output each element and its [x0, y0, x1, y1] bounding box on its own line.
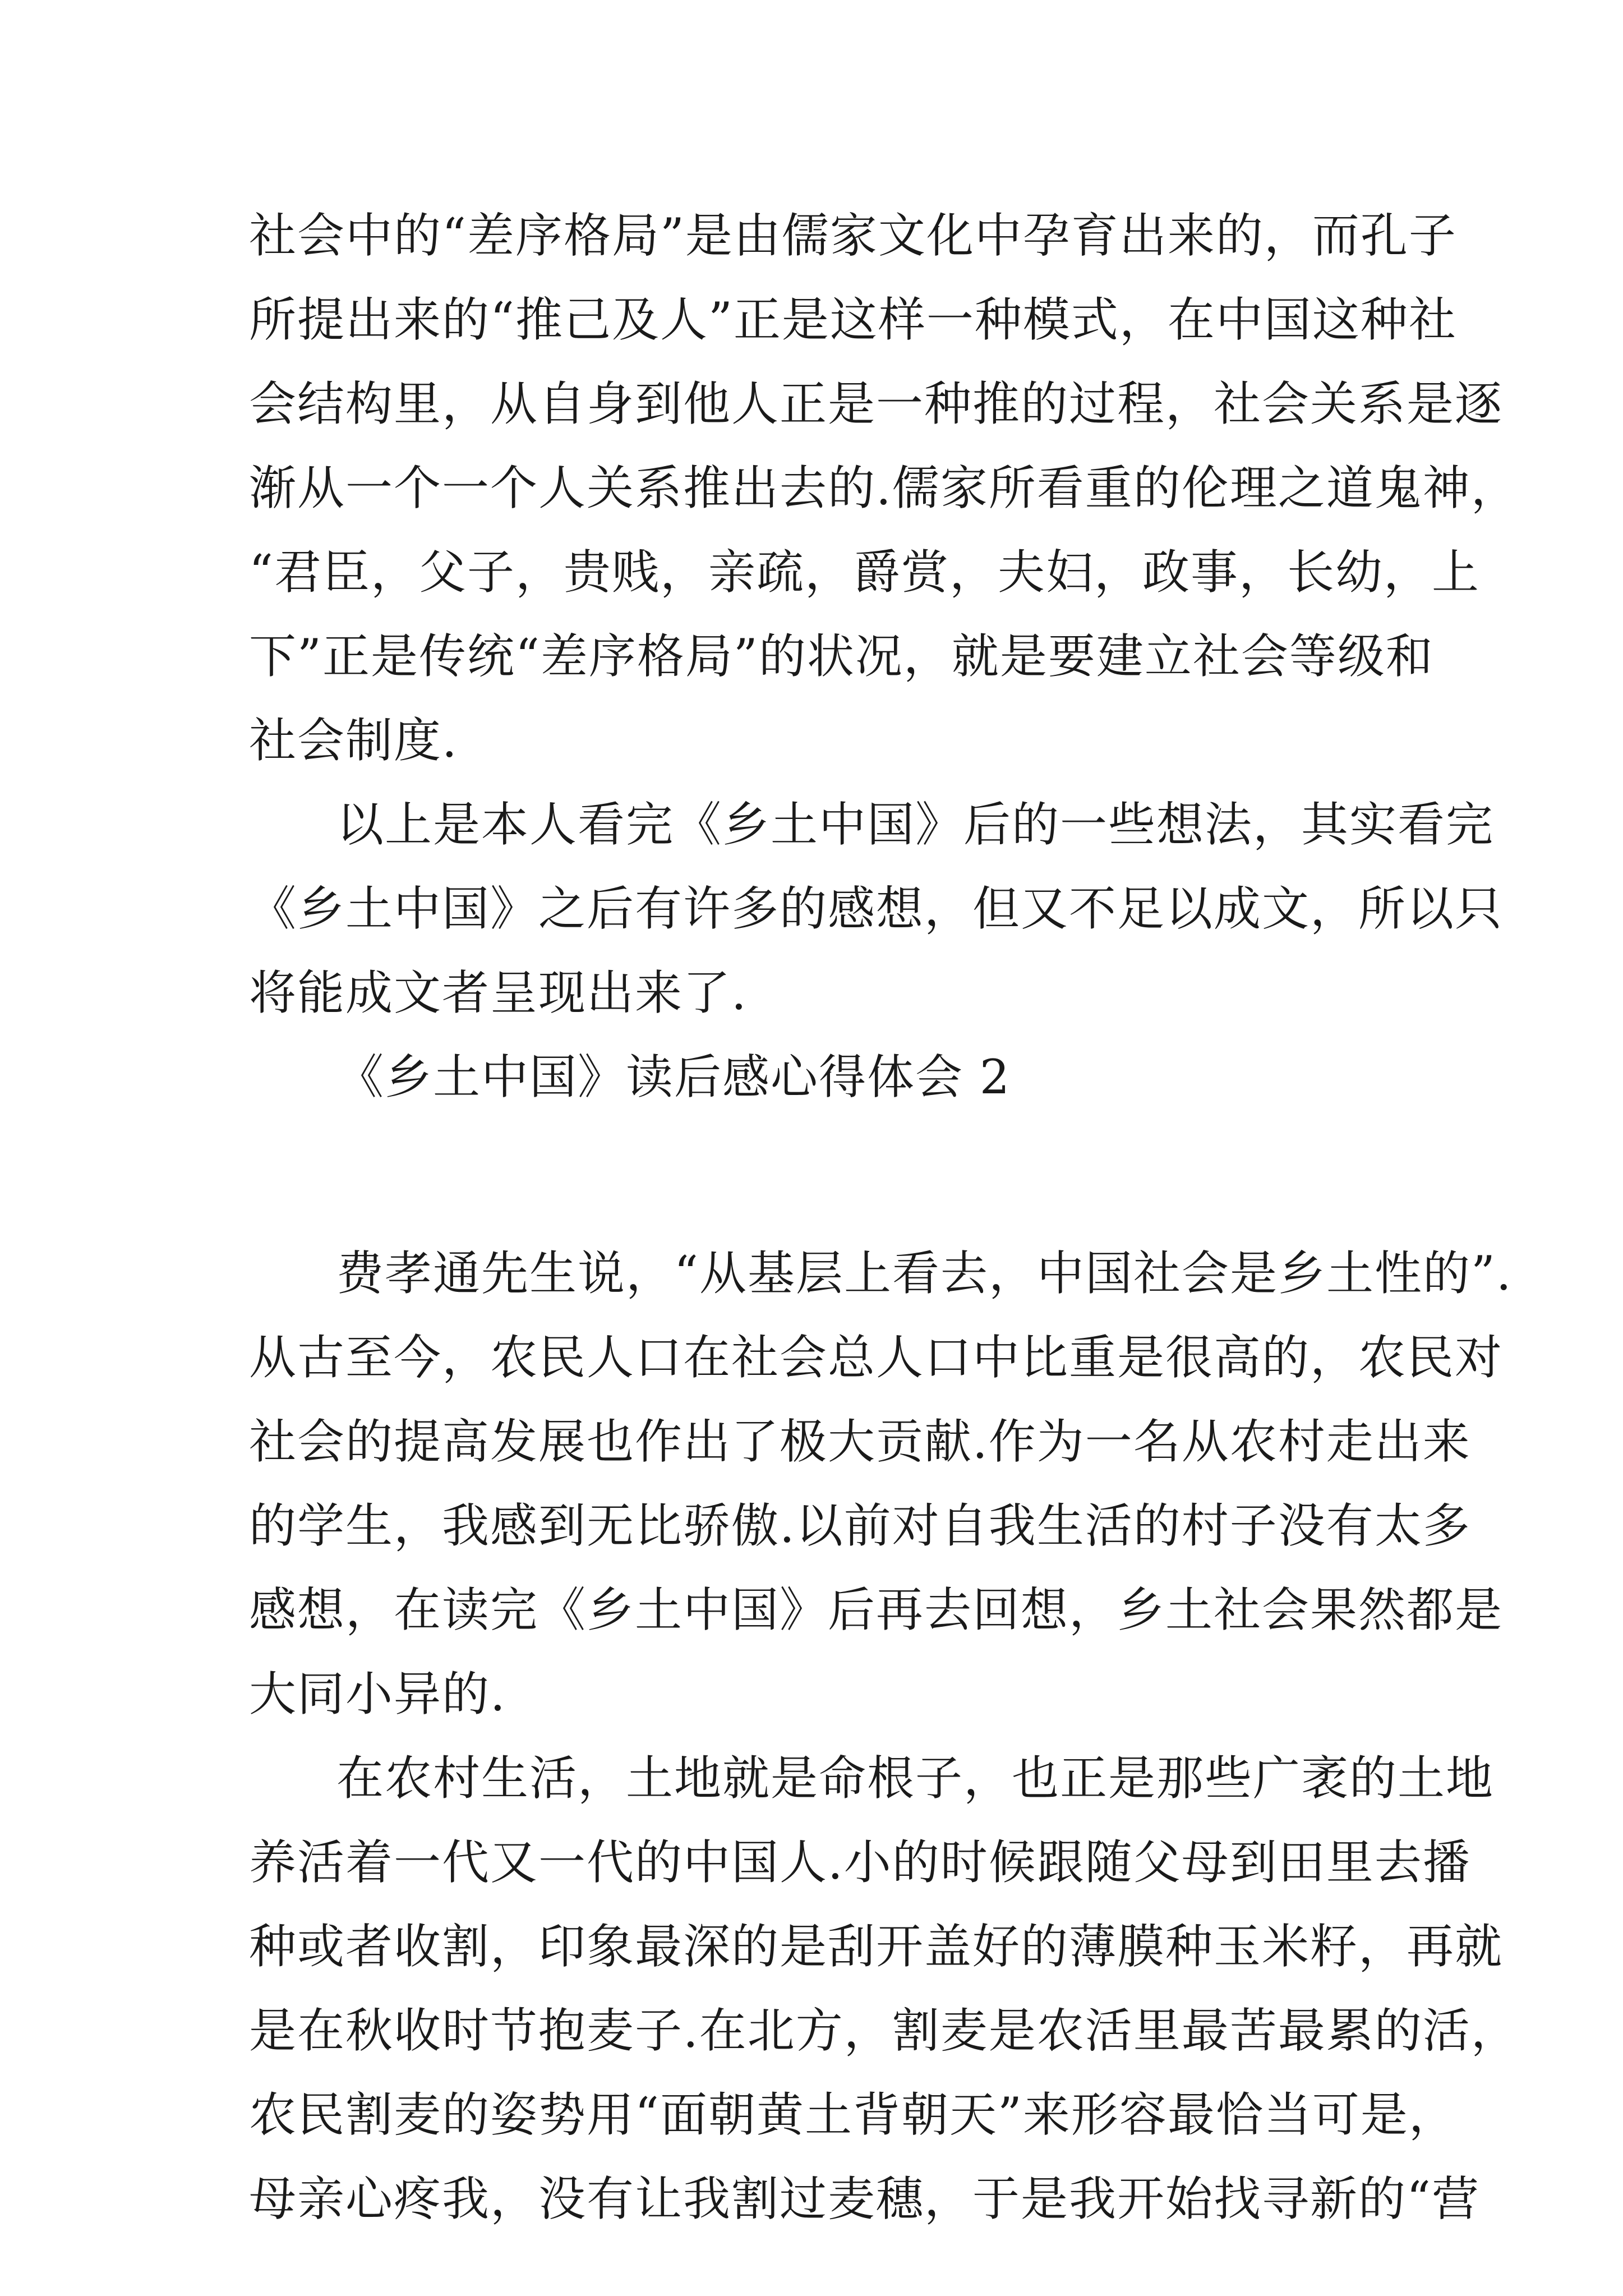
text-line: 养活着一代又一代的中国人.小的时候跟随父母到田里去播 — [249, 1835, 1471, 1890]
text-line: 渐从一个一个人关系推出去的.儒家所看重的伦理之道鬼神， — [249, 461, 1519, 516]
text-line: 种或者收割，印象最深的是刮开盖好的薄膜种玉米籽，再就 — [249, 1919, 1504, 1974]
paragraph-first-line: 以上是本人看完《乡土中国》后的一些想法，其实看完 — [336, 797, 1495, 852]
paragraph-first-line: 在农村生活，土地就是命根子，也正是那些广袤的土地 — [336, 1751, 1495, 1806]
text-line: “君臣，父子，贵贱，亲疏，爵赏，夫妇，政事，长幼，上 — [249, 545, 1480, 600]
text-line: 社会中的“差序格局”是由儒家文化中孕育出来的，而孔子 — [249, 208, 1457, 263]
text-line: 的学生，我感到无比骄傲.以前对自我生活的村子没有太多 — [249, 1498, 1471, 1553]
text-line: 会结构里，从自身到他人正是一种推的过程，社会关系是逐 — [249, 376, 1504, 431]
text-line: 感想，在读完《乡土中国》后再去回想，乡土社会果然都是 — [249, 1582, 1504, 1637]
text-line: 母亲心疼我，没有让我割过麦穗，于是我开始找寻新的“营 — [249, 2171, 1480, 2226]
text-line: 所提出来的“推己及人”正是这样一种模式，在中国这种社 — [249, 292, 1457, 347]
text-line: 下”正是传统“差序格局”的状况，就是要建立社会等级和 — [249, 629, 1434, 684]
text-line: 农民割麦的姿势用“面朝黄土背朝天”来形容最恰当可是， — [249, 2087, 1457, 2142]
text-line: 大同小异的. — [249, 1667, 506, 1722]
text-line: 《乡土中国》之后有许多的感想，但又不足以成文，所以只 — [249, 881, 1504, 936]
text-line: 将能成文者呈现出来了. — [249, 965, 748, 1020]
text-line: 社会的提高发展也作出了极大贡献.作为一名从农村走出来 — [249, 1414, 1471, 1469]
text-line: 是在秋收时节抱麦子.在北方，割麦是农活里最苦最累的活， — [249, 2003, 1519, 2058]
text-line: 社会制度. — [249, 713, 458, 768]
text-line: 从古至今，农民人口在社会总人口中比重是很高的，农民对 — [249, 1330, 1504, 1385]
paragraph-first-line: 费孝通先生说，“从基层上看去，中国社会是乡土性的”. — [336, 1246, 1513, 1301]
section-heading: 《乡土中国》读后感心得体会 2 — [336, 1050, 1011, 1105]
